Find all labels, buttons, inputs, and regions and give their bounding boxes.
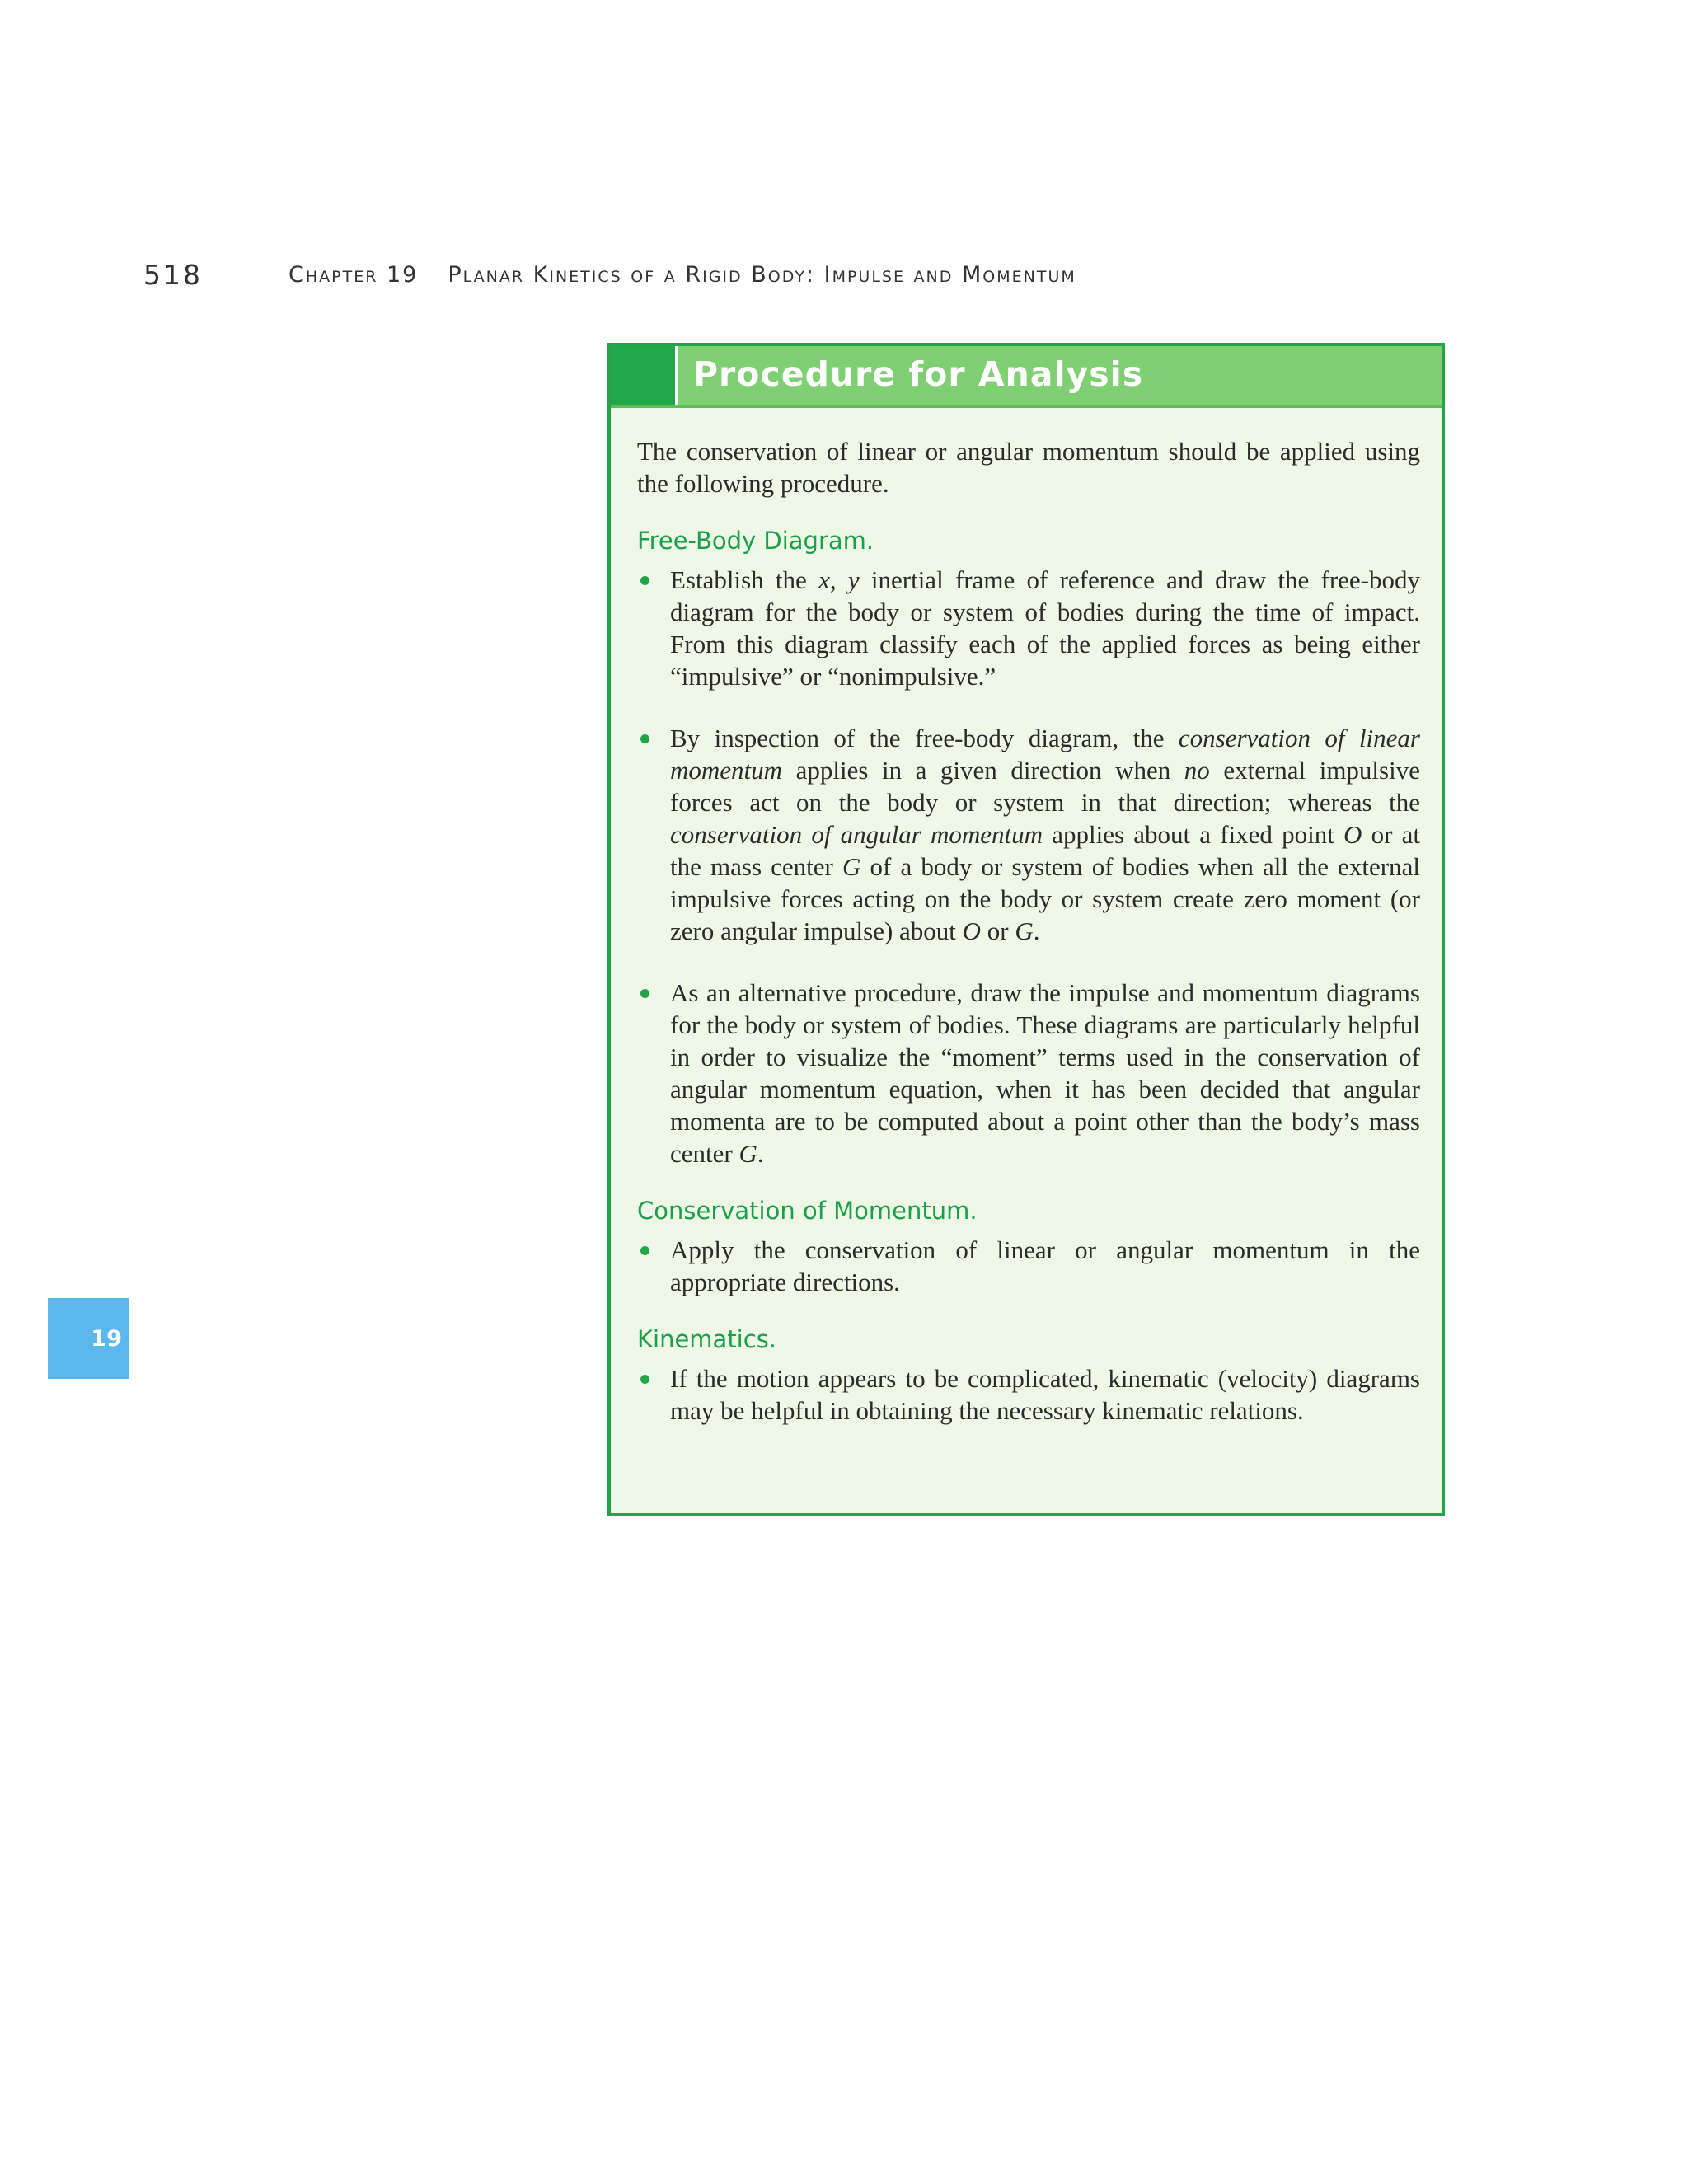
text-run: By inspection of the free-body diagram, the: [670, 724, 1179, 752]
chapter-title: Planar Kinetics of a Rigid Body: Impulse and Momentum: [448, 262, 1076, 288]
text-run: If the motion appears to be complicated, kinematic (velocity) diagrams may be helpful in obtaining the necessary kinematic relations.: [670, 1364, 1420, 1425]
bullet-text: [670, 564, 1420, 692]
bullet-icon: [640, 734, 649, 743]
bullet-icon: [640, 1375, 649, 1384]
italic-run: G: [842, 852, 861, 881]
italic-run: conservation of angular momentum: [670, 820, 1043, 849]
section-conservation-of-momentum: [637, 1194, 1420, 1298]
text-run: or: [981, 916, 1015, 945]
italic-run: y: [847, 565, 860, 594]
bullet-icon: [640, 989, 649, 998]
text-run: .: [757, 1139, 764, 1168]
box-body: [637, 435, 1420, 1427]
intro-paragraph: The conservation of linear or angular momentum should be applied using the following procedure.: [637, 437, 1420, 498]
section-title: Kinematics.: [637, 1325, 777, 1353]
section-free-body-diagram: [637, 524, 1420, 1169]
section-kinematics: [637, 1323, 1420, 1427]
bullet-item: [637, 1362, 1420, 1427]
text-run: .: [1033, 916, 1040, 945]
bullet-text: [670, 722, 1420, 947]
bullet-text: [670, 977, 1420, 1169]
bullet-text: [670, 1234, 1420, 1298]
text-run: of a body or system of bodies when all the external impulsive forces acting on the body or system create zero moment (or zero angular impulse) about: [670, 852, 1420, 945]
chapter-label: Chapter 19: [288, 262, 419, 288]
italic-run: O: [962, 916, 982, 945]
text-run: Apply the conservation of linear or angular momentum in the appropriate directions.: [670, 1235, 1420, 1296]
bullet-item: [637, 722, 1420, 947]
bullet-icon: [640, 1246, 649, 1255]
bullet-icon: [640, 576, 649, 585]
page-number: 518: [143, 259, 203, 291]
box-title: Procedure for Analysis: [693, 354, 1144, 394]
bullet-item: [637, 564, 1420, 692]
text-run: or at the mass center: [670, 820, 1420, 881]
section-title: Conservation of Momentum.: [637, 1197, 978, 1225]
italic-run: conservation of linear momentum: [670, 724, 1420, 785]
chapter-tab: [48, 1298, 129, 1379]
running-head: [288, 262, 1076, 288]
text-run: As an alternative procedure, draw the impulse and momentum diagrams for the body or system of bodies. These diagrams are particularly helpful in order to visualize the “moment” terms used in the conservation of angular momentum equation, when it has been decided that angular momenta are to be computed about a point other than the body’s mass center: [670, 978, 1420, 1168]
bullet-item: [637, 1234, 1420, 1298]
italic-run: G: [1015, 916, 1034, 945]
box-header: [611, 346, 1442, 408]
bullet-item: [637, 977, 1420, 1169]
section-title: Free-Body Diagram.: [637, 527, 874, 555]
chapter-tab-label: 19: [91, 1325, 122, 1352]
bullet-text: [670, 1362, 1420, 1427]
header-accent-block: [611, 346, 678, 405]
italic-run: G: [738, 1139, 757, 1168]
text-run: applies in a given direction when: [782, 756, 1184, 785]
procedure-box: [607, 343, 1445, 1516]
text-run: inertial frame of reference and draw the free-body diagram for the body or system of bodies during the time of impact. From this diagram classify each of the applied forces as being either “impulsive” or “nonimpulsive.”: [670, 565, 1420, 691]
italic-run: no: [1184, 756, 1210, 785]
text-run: ,: [829, 565, 848, 594]
text-run: applies about a fixed point: [1043, 820, 1344, 849]
italic-run: x: [818, 565, 830, 594]
text-run: Establish the: [670, 565, 819, 594]
text-run: external impulsive forces act on the body or system in that direction; whereas the: [670, 756, 1420, 817]
italic-run: O: [1343, 820, 1362, 849]
